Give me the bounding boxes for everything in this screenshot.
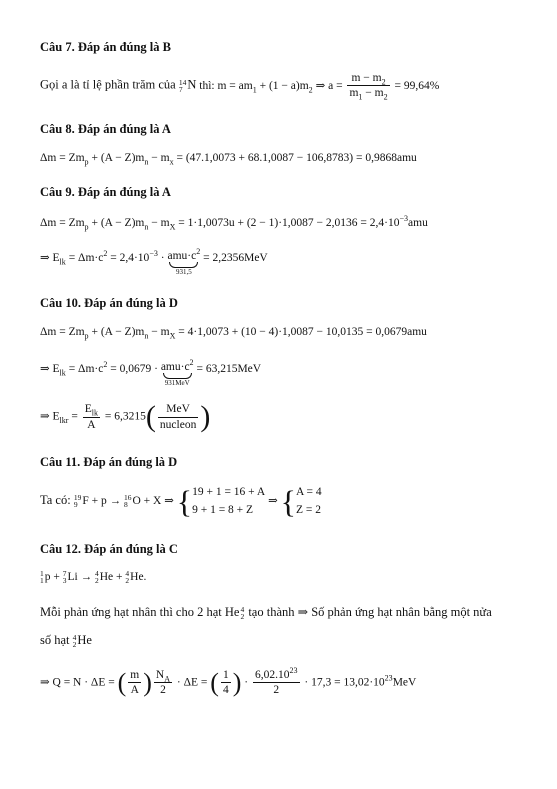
q10-equation-1: $\Delta m = Zm_p + (A - Z)m_n - m_X = 4\cdot 1,0073 + (10 - 4)\cdot 1,0087 - 10,0135 = 0,0679amu$ — [40, 326, 427, 341]
q12-paragraph-2: số hạt 4 2 He — [40, 633, 92, 650]
f-isotope: 19 9 — [73, 493, 82, 510]
q9-equation-2: ⇒ $E_{lk} = \Delta m\cdot c^2 = 2,4\cdot 10^{-3}$ · $amu\cdot c^2$ 931,5 = 2,2356MeV — [40, 247, 268, 276]
q8-heading: Câu 8. Đáp án đúng là A — [40, 122, 171, 136]
q11-heading: Câu 11. Đáp án đúng là D — [40, 455, 178, 469]
q11-equation: Ta có: 19 9 F + p → 16 8 O + X ⇒ { 19 + 1 = 16 + A 9 + 1 = 8 + Z ⇒ { A = 4 Z = 2 — [40, 483, 322, 520]
q10-fraction: $\frac{E_{lk}}{A}$ — [84, 403, 99, 431]
q10-unit-fraction: $\frac{\text{MeV}}{\text{nucleon}}$ — [159, 403, 197, 431]
q7-eq: thì: m = am — [196, 79, 253, 92]
q12-paragraph-1: Mỗi phản ứng hạt nhân thì cho 2 hạt He 4 2 tạo thành ⇒ Số phản ứng hạt nhân bằng một nửa — [40, 605, 492, 622]
he-isotope-2: 4 2 — [125, 569, 130, 586]
q12-heading: Câu 12. Đáp án đúng là C — [40, 542, 178, 556]
q10-underbrace: $amu\cdot c^2$ 931MeV — [160, 358, 194, 387]
n-symbol: N — [187, 77, 197, 92]
q12-reaction: 1 1 p + 7 3 Li → 4 2 He + 4 2 He. — [40, 569, 147, 586]
q11-system-2: { A = 4 Z = 2 — [280, 483, 322, 520]
q10-equation-2: ⇒ $E_{lk} = \Delta m\cdot c^2 = 0,0679$ · $amu\cdot c^2$ 931MeV = 63,215MeV — [40, 358, 262, 387]
q7-fraction: $\frac{m - m_2}{m_1 - m_2}$ — [349, 72, 388, 102]
q7-result: = 99,64% — [391, 79, 440, 92]
q9-underbrace: $amu\cdot c^2$ 931,5 — [167, 247, 201, 276]
q10-heading: Câu 10. Đáp án đúng là D — [40, 296, 178, 310]
n-isotope: 14 7 — [178, 77, 187, 94]
q11-system-1: { 19 + 1 = 16 + A 9 + 1 = 8 + Z — [176, 483, 266, 520]
q7-text: Gọi a là tỉ lệ phần trăm của — [40, 77, 179, 92]
q10-equation-3: ⇒ $E_{lkr}$ = $\frac{E_{lk}}{A}$ = 6,3215( $\frac{\text{MeV}}{\text{nucleon}}$ ) — [40, 400, 211, 433]
q8-equation: $\Delta m = Zm_p + (A - Z)m_n - m_x = (47.1,0073 + 68.1,0087 - 106,8783) = 0,9868amu$ — [40, 152, 417, 167]
li-isotope: 7 3 — [62, 569, 67, 586]
q9-heading: Câu 9. Đáp án đúng là A — [40, 185, 171, 199]
q7-arrow: ⇒ a = — [312, 79, 346, 92]
he-isotope-1: 4 2 — [94, 569, 99, 586]
q9-equation-1: $\Delta m = Zm_p + (A - Z)m_n - m_X = 1\cdot 1,0073u + (2 - 1)\cdot 1,0087 - 2,0136 = 2,4\cdot 10^{-3}amu$ — [40, 214, 428, 232]
p-isotope: 1 1 — [40, 569, 44, 586]
q7-eq2: + (1 − a)m — [256, 79, 309, 92]
q7-heading: Câu 7. Đáp án đúng là B — [40, 40, 171, 54]
he-isotope-3: 4 2 — [72, 633, 77, 650]
q12-equation: ⇒ Q = N · ΔE = ( $\frac{m}{A}$ ) $\frac{N_A}{2}$ · ΔE = ( $\frac{1}{4}$ ) · $\frac{6,02.10^{23}}{2}$ · $17,3 = 13,02\cdot 10^{23}MeV$ — [40, 666, 417, 697]
o-isotope: 16 8 — [123, 493, 132, 510]
q7-line: Gọi a là tỉ lệ phần trăm của 14 7 N thì: $m = am_1 + (1 - a)m_2$ ⇒ a = $\frac{m - m_2}{m_1 - m_2}$ = 99,64% — [40, 72, 440, 102]
